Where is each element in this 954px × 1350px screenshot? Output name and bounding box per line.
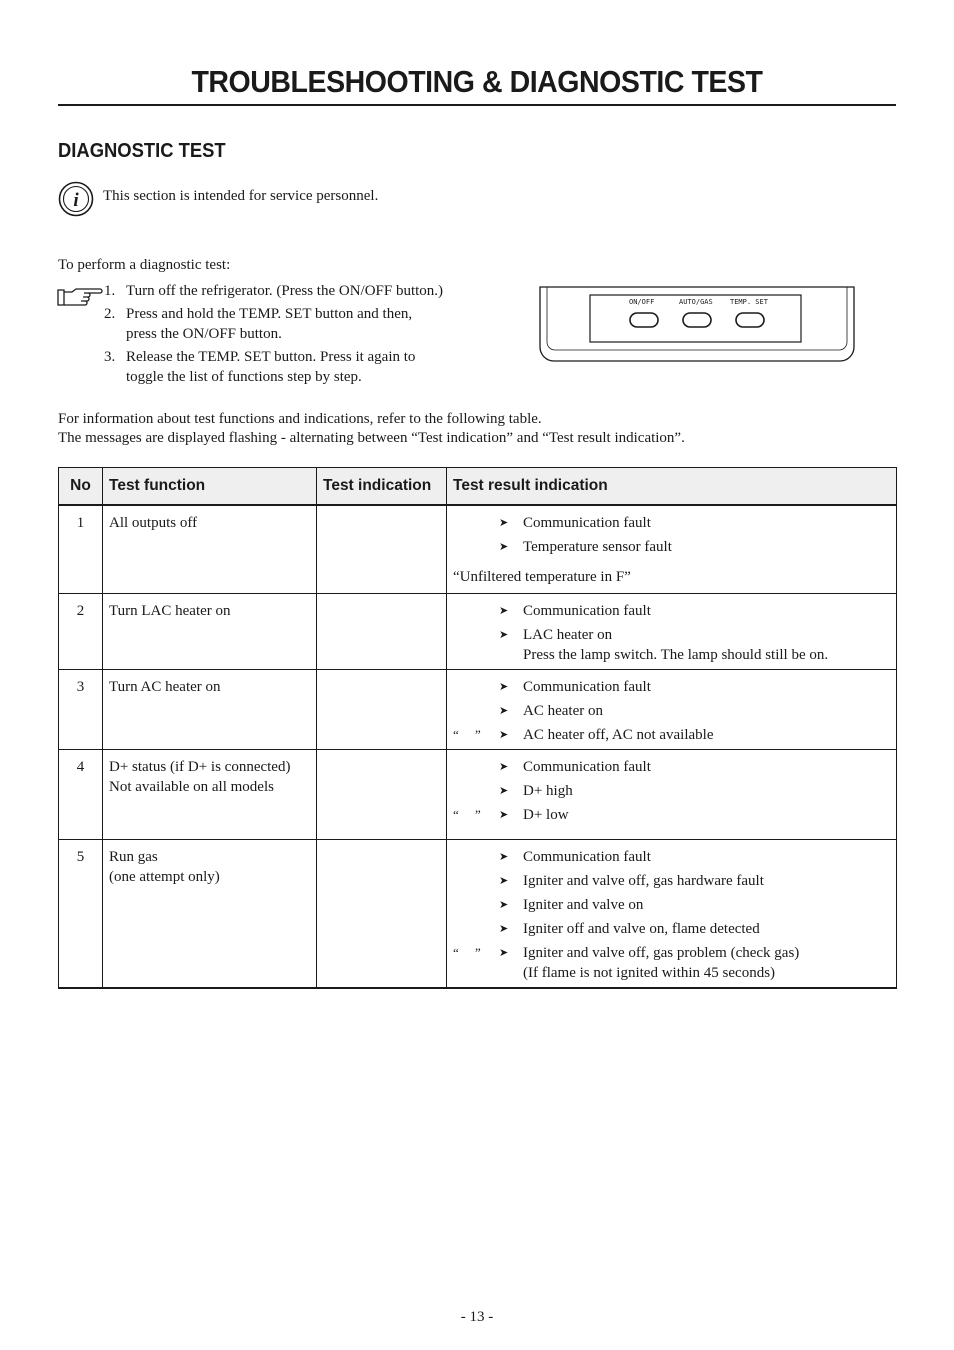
result-quote: “ ” xyxy=(453,944,481,960)
result-item xyxy=(453,895,890,915)
table-row xyxy=(59,669,897,749)
result-quote xyxy=(453,847,499,867)
result-quote: “ ” xyxy=(453,806,481,822)
result-quote xyxy=(453,677,499,697)
result-quote xyxy=(453,537,499,557)
section-heading: DIAGNOSTIC TEST xyxy=(58,140,226,162)
info-icon xyxy=(58,181,94,217)
arrow-icon: ➤ xyxy=(499,874,509,887)
result-item xyxy=(453,943,890,983)
result-quote xyxy=(453,601,499,621)
test-result-cell xyxy=(447,839,897,988)
result-quote xyxy=(453,513,499,533)
temp-set-button[interactable] xyxy=(736,313,764,327)
test-function: D+ status (if D+ is connected) xyxy=(109,758,291,775)
result-text: Communication fault xyxy=(523,848,651,865)
result-text: Igniter off and valve on, flame detected xyxy=(523,920,760,937)
arrow-icon: ➤ xyxy=(499,517,509,529)
result-text: Communication fault xyxy=(523,758,651,775)
result-text: Communication fault xyxy=(523,515,651,531)
result-text: AC heater off, AC not available xyxy=(523,726,714,743)
result-quote xyxy=(453,895,499,915)
row-number: 5 xyxy=(59,839,103,988)
arrow-icon: ➤ xyxy=(499,760,509,773)
result-text: Igniter and valve on xyxy=(523,896,644,913)
test-indication-cell xyxy=(317,839,447,988)
info-paragraph: For information about test functions and indications, refer to the following table. xyxy=(58,411,542,427)
arrow-icon: ➤ xyxy=(499,946,509,959)
test-result-cell xyxy=(447,505,897,593)
step-text: Press and hold the TEMP. SET button and then, press the ON/OFF button. xyxy=(126,306,413,342)
result-item xyxy=(453,781,890,801)
result-quote xyxy=(453,757,499,777)
arrow-icon: ➤ xyxy=(499,898,509,911)
auto-gas-button[interactable] xyxy=(683,313,711,327)
control-panel-diagram xyxy=(539,286,855,362)
diagnostic-table xyxy=(58,467,897,989)
arrow-icon: ➤ xyxy=(499,728,509,741)
result-item xyxy=(453,601,890,621)
result-text: Igniter and valve off, gas problem (check gas) xyxy=(523,944,800,961)
table-row xyxy=(59,593,897,669)
test-indication-cell xyxy=(317,669,447,749)
result-note: “Unfiltered temperature in F” xyxy=(453,569,631,585)
column-header: No xyxy=(59,468,103,506)
title-rule xyxy=(58,104,896,106)
row-number: 3 xyxy=(59,669,103,749)
result-quote xyxy=(453,781,499,801)
result-quote xyxy=(453,625,499,665)
row-number: 1 xyxy=(59,505,103,593)
arrow-icon: ➤ xyxy=(499,850,509,863)
test-indication-cell xyxy=(317,593,447,669)
row-number: 4 xyxy=(59,749,103,839)
step-number: 3. xyxy=(104,349,116,365)
test-function-note: Not available on all models xyxy=(109,778,274,795)
result-item xyxy=(453,725,890,745)
arrow-icon: ➤ xyxy=(499,628,509,641)
step-list xyxy=(104,281,504,390)
test-function-note: (one attempt only) xyxy=(109,868,220,885)
result-quote xyxy=(453,701,499,721)
auto-gas-label: AUTO/GAS xyxy=(679,298,713,306)
result-text: D+ high xyxy=(523,782,573,799)
arrow-icon: ➤ xyxy=(499,784,509,797)
result-text: Communication fault xyxy=(523,602,651,619)
info-text: This section is intended for service personnel. xyxy=(103,188,379,204)
result-text: AC heater on xyxy=(523,702,603,719)
test-function-cell xyxy=(103,839,317,988)
result-text: Igniter and valve off, gas hardware fault xyxy=(523,872,764,889)
result-item xyxy=(453,847,890,867)
test-result-cell xyxy=(447,669,897,749)
arrow-icon: ➤ xyxy=(499,541,509,553)
test-function: Turn AC heater on xyxy=(109,678,221,695)
table-header-row xyxy=(59,468,897,506)
result-quote xyxy=(453,871,499,891)
column-header: Test function xyxy=(103,468,317,506)
result-item xyxy=(453,871,890,891)
result-item xyxy=(453,513,890,533)
column-header: Test result indication xyxy=(447,468,897,506)
arrow-icon: ➤ xyxy=(499,704,509,717)
table-row xyxy=(59,505,897,593)
column-header: Test indication xyxy=(317,468,447,506)
arrow-icon: ➤ xyxy=(499,604,509,617)
arrow-icon: ➤ xyxy=(499,680,509,693)
result-text: Temperature sensor fault xyxy=(523,539,672,555)
test-function: Turn LAC heater on xyxy=(109,602,231,619)
svg-text:i: i xyxy=(73,190,79,211)
result-subtext: (If flame is not ignited within 45 seconds) xyxy=(523,964,776,981)
table-row xyxy=(59,749,897,839)
test-function: Run gas xyxy=(109,848,158,865)
result-item xyxy=(453,919,890,939)
result-item xyxy=(453,805,890,825)
result-subtext: Press the lamp switch. The lamp should still be on. xyxy=(523,646,829,663)
page-title: TROUBLESHOOTING & DIAGNOSTIC TEST xyxy=(191,64,763,99)
step-item xyxy=(104,304,504,344)
result-text: D+ low xyxy=(523,806,569,823)
result-text: Communication fault xyxy=(523,678,651,695)
test-indication-cell xyxy=(317,505,447,593)
on-off-button[interactable] xyxy=(630,313,658,327)
step-number: 1. xyxy=(104,283,116,299)
pointing-hand-icon xyxy=(57,283,103,309)
test-function-cell xyxy=(103,593,317,669)
result-quote xyxy=(453,919,499,939)
info-paragraph: The messages are displayed flashing - alternating between “Test indication” and “Test result indication”. xyxy=(58,430,685,446)
result-item xyxy=(453,677,890,697)
intro-text: To perform a diagnostic test: xyxy=(58,257,231,273)
result-text: LAC heater on xyxy=(523,626,613,643)
result-quote: “ ” xyxy=(453,726,481,742)
result-item xyxy=(453,537,890,557)
result-item xyxy=(453,701,890,721)
table-row xyxy=(59,839,897,988)
test-function-cell xyxy=(103,749,317,839)
test-function-cell xyxy=(103,505,317,593)
step-item xyxy=(104,281,504,301)
test-function: All outputs off xyxy=(109,515,198,531)
test-indication-cell xyxy=(317,749,447,839)
step-text: Release the TEMP. SET button. Press it again to toggle the list of functions step by step. xyxy=(126,349,416,385)
result-item xyxy=(453,757,890,777)
result-item xyxy=(453,625,890,665)
arrow-icon: ➤ xyxy=(499,922,509,935)
test-result-cell xyxy=(447,593,897,669)
page-number: - 13 - xyxy=(460,1309,494,1325)
step-text: Turn off the refrigerator. (Press the ON/OFF button.) xyxy=(126,283,444,299)
on-off-label: ON/OFF xyxy=(629,298,655,306)
temp-set-label: TEMP. SET xyxy=(730,298,768,306)
test-result-cell xyxy=(447,749,897,839)
step-item xyxy=(104,347,504,387)
arrow-icon: ➤ xyxy=(499,808,509,821)
test-function-cell xyxy=(103,669,317,749)
row-number: 2 xyxy=(59,593,103,669)
step-number: 2. xyxy=(104,306,116,322)
